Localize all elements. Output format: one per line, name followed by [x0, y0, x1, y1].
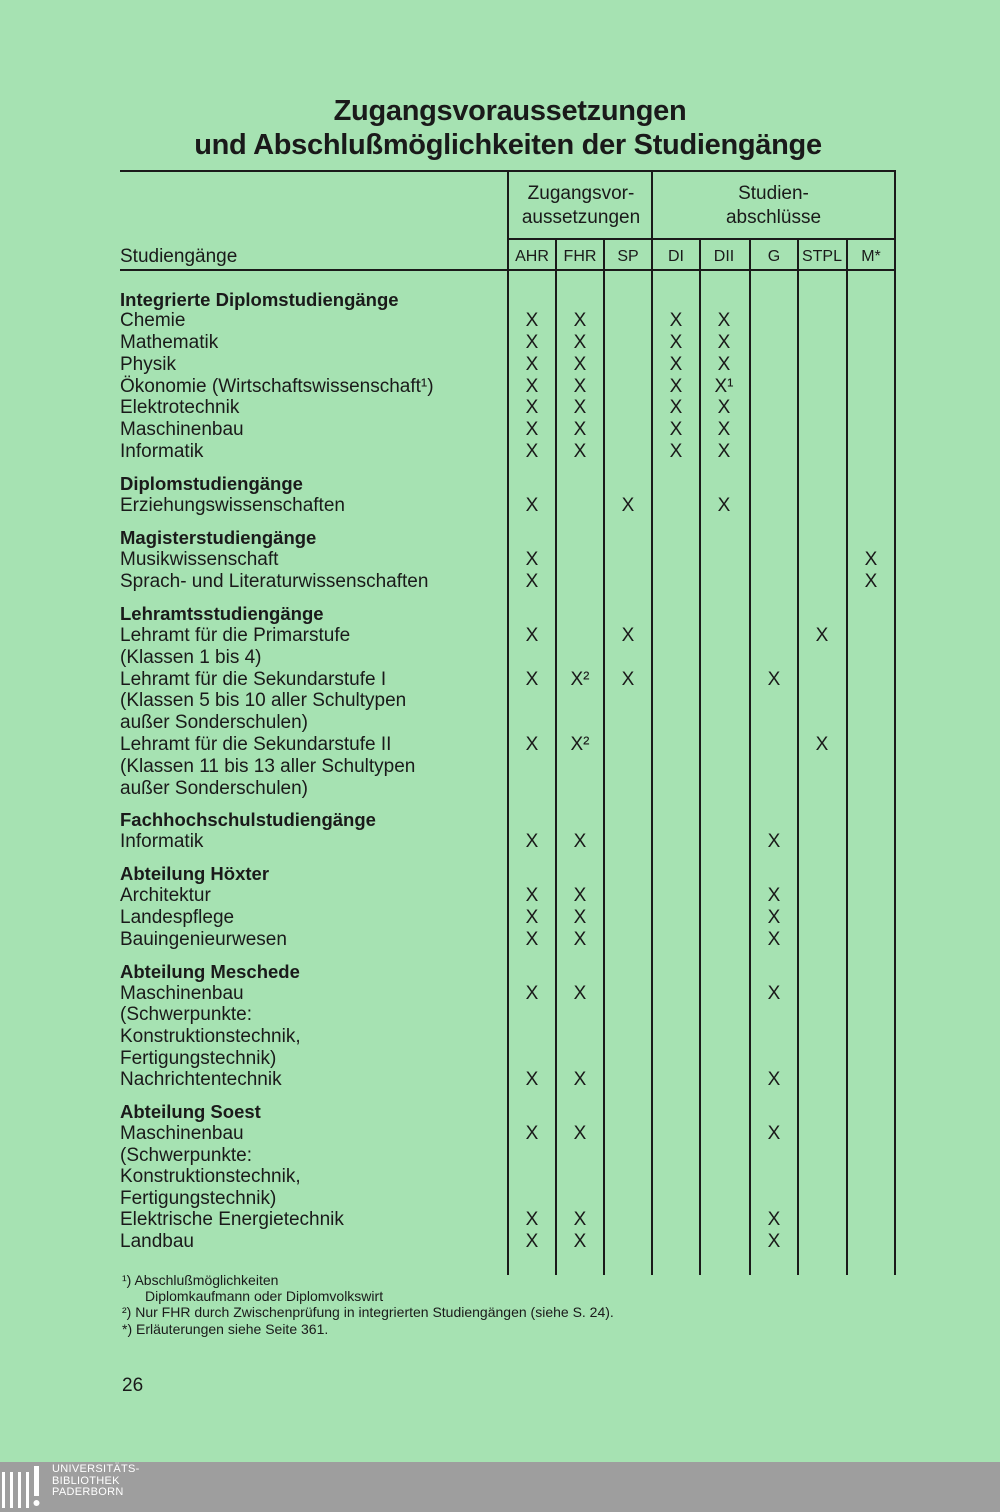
check-mark-ahr: X [525, 1209, 539, 1230]
table-row [0, 1166, 1000, 1188]
program-name: Architektur [120, 885, 211, 906]
library-name: UNIVERSITÄTS- BIBLIOTHEK PADERBORN [52, 1463, 140, 1498]
section-heading-row [0, 863, 1000, 885]
check-mark-di: X [669, 354, 683, 375]
program-name: Physik [120, 354, 176, 375]
check-mark-ahr: X [525, 419, 539, 440]
check-mark-fhr: X [573, 419, 587, 440]
footnote-star: *) Erläuterungen siehe Seite 361. [122, 1321, 329, 1337]
program-name: Maschinenbau [120, 419, 244, 440]
check-mark-dii: X [717, 419, 731, 440]
program-name: außer Sonderschulen) [120, 778, 308, 799]
library-footer [0, 1462, 1000, 1512]
section-heading: Abteilung Höxter [120, 863, 270, 884]
check-mark-g: X [767, 831, 781, 852]
column-header-studiengaenge: Studiengänge [120, 246, 238, 267]
section-heading: Diplomstudiengänge [120, 473, 303, 494]
check-mark-fhr: X² [570, 669, 590, 690]
section-heading: Integrierte Diplomstudiengänge [120, 289, 399, 310]
column-header-sp: SP [617, 248, 639, 265]
table-row [0, 929, 1000, 951]
check-mark-fhr: X [573, 1069, 587, 1090]
section-heading: Abteilung Soest [120, 1101, 261, 1122]
section-heading-row [0, 603, 1000, 625]
program-name: Fertigungstechnik) [120, 1188, 277, 1209]
check-mark-ahr: X [525, 354, 539, 375]
check-mark-ahr: X [525, 332, 539, 353]
table-row [0, 690, 1000, 712]
table-row [0, 495, 1000, 517]
table-row [0, 419, 1000, 441]
check-mark-ahr: X [525, 571, 539, 592]
check-mark-g: X [767, 885, 781, 906]
check-mark-dii: X [717, 397, 731, 418]
check-mark-g: X [767, 1123, 781, 1144]
column-header-ahr: AHR [515, 248, 549, 265]
group-header-rule [508, 238, 895, 240]
program-name: Informatik [120, 831, 204, 852]
check-mark-ahr: X [525, 831, 539, 852]
footnote-2: ²) Nur FHR durch Zwischenprüfung in integrierten Studiengängen (siehe S. 24). [122, 1304, 614, 1320]
table-row [0, 1145, 1000, 1167]
section-heading: Fachhochschulstudiengänge [120, 809, 376, 830]
check-mark-ahr: X [525, 983, 539, 1004]
check-mark-ahr: X [525, 549, 539, 570]
check-mark-g: X [767, 1231, 781, 1252]
table-row [0, 831, 1000, 853]
check-mark-stpl: X [815, 625, 829, 646]
section-heading: Abteilung Meschede [120, 961, 300, 982]
check-mark-fhr: X [573, 376, 587, 397]
library-logo-icon [2, 1466, 42, 1508]
check-mark-fhr: X [573, 441, 587, 462]
table-row [0, 1231, 1000, 1253]
program-name: Sprach- und Literaturwissenschaften [120, 571, 429, 592]
column-header-mstar: M* [861, 248, 881, 265]
check-mark-ahr: X [525, 495, 539, 516]
program-name: (Schwerpunkte: [120, 1004, 253, 1025]
column-header-g: G [767, 248, 781, 265]
program-name: Lehramt für die Primarstufe [120, 625, 351, 646]
table-row [0, 549, 1000, 571]
program-name: Lehramt für die Sekundarstufe II [120, 734, 392, 755]
table-row [0, 756, 1000, 778]
check-mark-fhr: X [573, 1123, 587, 1144]
program-name: Erziehungswissenschaften [120, 495, 345, 516]
section-heading-row [0, 473, 1000, 495]
program-name: (Schwerpunkte: [120, 1145, 253, 1166]
table-row [0, 332, 1000, 354]
program-name: Elektrotechnik [120, 397, 240, 418]
table-row [0, 441, 1000, 463]
program-name: Maschinenbau [120, 983, 244, 1004]
table-row [0, 571, 1000, 593]
program-name: Landbau [120, 1231, 194, 1252]
check-mark-di: X [669, 376, 683, 397]
check-mark-fhr: X² [570, 734, 590, 755]
section-heading-row [0, 961, 1000, 983]
page-number: 26 [122, 1375, 144, 1396]
group-header-access: Zugangsvor- aussetzungen [521, 183, 641, 228]
check-mark-mstar: X [864, 549, 878, 570]
check-mark-ahr: X [525, 885, 539, 906]
check-mark-fhr: X [573, 397, 587, 418]
check-mark-g: X [767, 983, 781, 1004]
program-name: Musikwissenschaft [120, 549, 279, 570]
column-header-stpl: STPL [801, 248, 842, 265]
check-mark-ahr: X [525, 907, 539, 928]
check-mark-ahr: X [525, 1069, 539, 1090]
section-heading-row [0, 809, 1000, 831]
program-name: außer Sonderschulen) [120, 712, 308, 733]
program-name: Maschinenbau [120, 1123, 244, 1144]
table-row [0, 354, 1000, 376]
check-mark-dii: X¹ [714, 376, 734, 397]
check-mark-ahr: X [525, 397, 539, 418]
check-mark-dii: X [717, 495, 731, 516]
check-mark-di: X [669, 310, 683, 331]
check-mark-ahr: X [525, 376, 539, 397]
check-mark-fhr: X [573, 929, 587, 950]
program-name: Lehramt für die Sekundarstufe I [120, 669, 387, 690]
program-name: (Klassen 11 bis 13 aller Schultypen [120, 756, 416, 777]
column-header-di: DI [668, 248, 684, 265]
table-row [0, 983, 1000, 1005]
table-row [0, 1004, 1000, 1026]
check-mark-ahr: X [525, 1123, 539, 1144]
program-name: Bauingenieurwesen [120, 929, 287, 950]
check-mark-ahr: X [525, 734, 539, 755]
column-header-fhr: FHR [563, 248, 597, 265]
program-name: Ökonomie (Wirtschaftswissenschaft¹) [120, 376, 434, 397]
program-name: Elektrische Energietechnik [120, 1209, 344, 1230]
footnote-1-cont: Diplomkaufmann oder Diplomvolkswirt [145, 1288, 384, 1304]
program-name: Mathematik [120, 332, 219, 353]
check-mark-ahr: X [525, 1231, 539, 1252]
table-row [0, 397, 1000, 419]
table-row [0, 1026, 1000, 1048]
section-heading-row [0, 289, 1000, 311]
check-mark-dii: X [717, 441, 731, 462]
section-heading-row [0, 1101, 1000, 1123]
check-mark-sp: X [621, 669, 635, 690]
section-heading: Magisterstudiengänge [120, 527, 317, 548]
check-mark-fhr: X [573, 885, 587, 906]
footnote-1: ¹) Abschlußmöglichkeiten [122, 1272, 279, 1288]
page-title-line2: und Abschlußmöglichkeiten der Studiengänge [194, 129, 822, 161]
table-row [0, 669, 1000, 691]
check-mark-fhr: X [573, 310, 587, 331]
check-mark-fhr: X [573, 1231, 587, 1252]
section-heading: Lehramtsstudiengänge [120, 603, 324, 624]
table-row [0, 625, 1000, 647]
table-row [0, 734, 1000, 756]
table-row [0, 907, 1000, 929]
check-mark-ahr: X [525, 310, 539, 331]
program-name: Fertigungstechnik) [120, 1048, 277, 1069]
check-mark-fhr: X [573, 907, 587, 928]
group-header-degrees: Studien- abschlüsse [725, 183, 822, 228]
check-mark-stpl: X [815, 734, 829, 755]
check-mark-di: X [669, 397, 683, 418]
check-mark-ahr: X [525, 441, 539, 462]
column-header-dii: DII [713, 248, 735, 265]
table-row [0, 647, 1000, 669]
check-mark-g: X [767, 929, 781, 950]
program-name: Landespflege [120, 907, 235, 928]
program-name: Konstruktionstechnik, [120, 1026, 301, 1047]
check-mark-fhr: X [573, 354, 587, 375]
check-mark-sp: X [621, 625, 635, 646]
program-name: (Klassen 5 bis 10 aller Schultypen [120, 690, 407, 711]
check-mark-g: X [767, 907, 781, 928]
table-row [0, 1209, 1000, 1231]
table-row [0, 885, 1000, 907]
check-mark-fhr: X [573, 983, 587, 1004]
check-mark-sp: X [621, 495, 635, 516]
table-row [0, 310, 1000, 332]
program-name: Konstruktionstechnik, [120, 1166, 301, 1187]
check-mark-g: X [767, 1069, 781, 1090]
check-mark-ahr: X [525, 929, 539, 950]
check-mark-ahr: X [525, 625, 539, 646]
check-mark-g: X [767, 1209, 781, 1230]
check-mark-fhr: X [573, 332, 587, 353]
program-name: Chemie [120, 310, 186, 331]
section-heading-row [0, 527, 1000, 549]
program-name: (Klassen 1 bis 4) [120, 647, 262, 668]
table-row [0, 1188, 1000, 1210]
table-row [0, 712, 1000, 734]
table-row [0, 1048, 1000, 1070]
check-mark-di: X [669, 419, 683, 440]
table-row [0, 778, 1000, 800]
table-row [0, 1069, 1000, 1091]
check-mark-fhr: X [573, 831, 587, 852]
program-name: Informatik [120, 441, 204, 462]
check-mark-ahr: X [525, 669, 539, 690]
check-mark-g: X [767, 669, 781, 690]
check-mark-di: X [669, 332, 683, 353]
check-mark-fhr: X [573, 1209, 587, 1230]
check-mark-mstar: X [864, 571, 878, 592]
program-name: Nachrichtentechnik [120, 1069, 282, 1090]
check-mark-dii: X [717, 310, 731, 331]
table-row [0, 376, 1000, 398]
check-mark-dii: X [717, 354, 731, 375]
check-mark-dii: X [717, 332, 731, 353]
table-row [0, 1123, 1000, 1145]
page-title-line1: Zugangsvoraussetzungen [333, 95, 687, 127]
check-mark-di: X [669, 441, 683, 462]
